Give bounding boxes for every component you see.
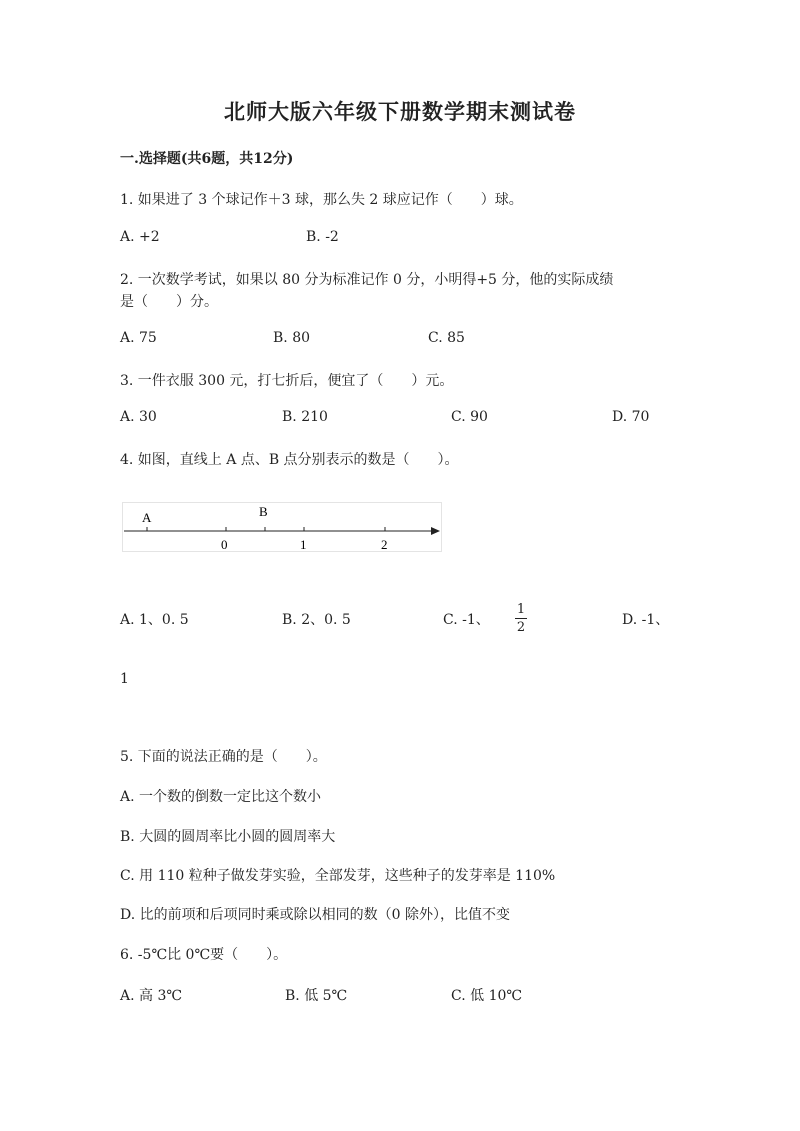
q3-option-a: A. 30 [120,409,157,425]
number-line-figure [122,502,442,552]
question-4: 4. 如图，直线上 A 点、B 点分别表示的数是（ ）。 [120,452,459,468]
q2-option-a: A. 75 [120,330,157,346]
q1-option-a: A. +2 [120,229,160,245]
page-title: 北师大版六年级下册数学期末测试卷 [224,99,576,124]
point-a-label: A [142,510,152,525]
q5-option-b: B. 大圆的圆周率比小圆的圆周率大 [120,829,336,845]
question-5: 5. 下面的说法正确的是（ ）。 [120,749,327,765]
q6-option-c: C. 低 10℃ [451,988,523,1004]
q6-option-b: B. 低 5℃ [285,988,348,1004]
q5-option-a: A. 一个数的倒数一定比这个数小 [120,789,322,805]
q3-option-c: C. 90 [451,409,488,425]
fraction-bar [515,618,527,619]
question-2-line-1: 2. 一次数学考试，如果以 80 分为标准记作 0 分，小明得+5 分，他的实际成绩 [120,272,614,288]
tick-label-0: 0 [221,537,228,552]
q4-option-c: C. -1、 [443,612,490,628]
question-6: 6. -5℃比 0℃要（ ）。 [120,947,288,963]
point-b-label: B [259,504,268,519]
q4-option-c-fraction [515,603,527,634]
q1-option-b: B. -2 [306,229,339,245]
question-1: 1. 如果进了 3 个球记作＋3 球，那么失 2 球应记作（ ）球。 [120,192,523,208]
q3-option-d: D. 70 [612,409,650,425]
q2-option-c: C. 85 [428,330,465,346]
question-2-line-2: 是（ ）分。 [120,294,218,310]
q4-option-b: B. 2、0. 5 [282,612,351,628]
tick-label-2: 2 [381,537,388,552]
q4-option-a: A. 1、0. 5 [120,612,189,628]
q5-option-c: C. 用 110 粒种子做发芽实验，全部发芽，这些种子的发芽率是 110% [120,868,556,884]
q4-option-d: D. -1、 [622,612,670,628]
section-heading: 一.选择题(共6题，共12分) [120,151,294,167]
q3-option-b: B. 210 [282,409,328,425]
q5-option-d: D. 比的前项和后项同时乘或除以相同的数（0 除外），比值不变 [120,907,510,923]
question-3: 3. 一件衣服 300 元，打七折后，便宜了（ ）元。 [120,373,454,389]
q4-option-d-wrap: 1 [120,671,129,687]
fraction-denominator: 2 [516,620,526,635]
fraction-numerator: 1 [516,602,526,617]
tick-label-1: 1 [300,537,307,552]
q6-option-a: A. 高 3℃ [120,988,183,1004]
q2-option-b: B. 80 [273,330,311,346]
number-line-arrow [431,527,440,535]
